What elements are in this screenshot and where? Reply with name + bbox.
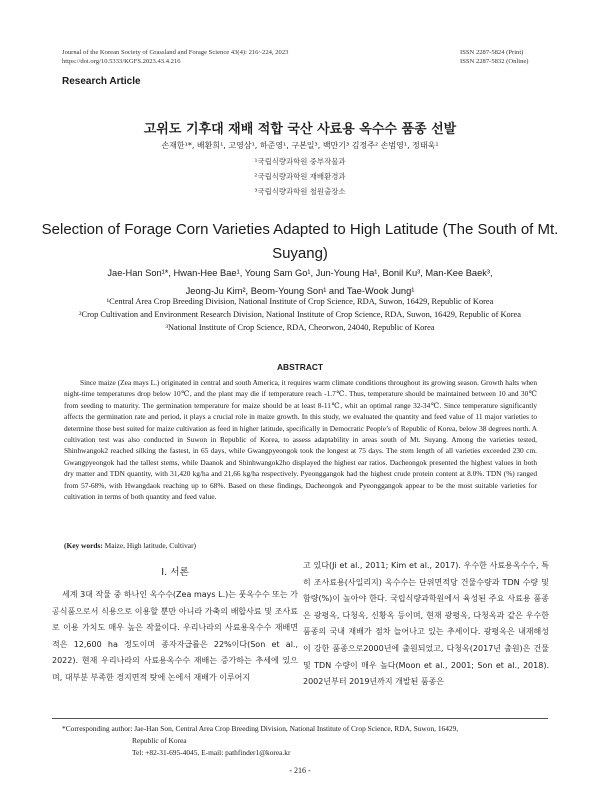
abstract-heading: ABSTRACT — [276, 362, 324, 372]
keywords-list: Maize, High latitude, Cultivar) — [104, 541, 196, 550]
section-heading-introduction: Ⅰ. 서론 — [161, 567, 189, 578]
korean-affiliation-2: ²국립식량과학원 재배환경과 — [254, 172, 346, 181]
abstract-text: Since maize (Zea mays L.) originated in central and south America, it requires warm climate conditions throughout its growing season. Growth halts when night-time temperatures drop below 10℃, and the plant may die if temperature reach -1.7℃. Thus, temperature should be maintained between 10 and 30℃ from seeding to maturity. The germination temperature for maize should be at least 8-11℃, whit an optimal range 32-34℃. Since temperature significantly affects the germination rate and period, it plays a crucial role in maize growth. In this study, we evaluated the quantity and feed value of 11 major varieties to determine those best suited for maize cultivation as feed in higher latitude, specifically in Democratic People’s of Republic of Korea, below 38 degrees north. A cultivation test was also conducted in Suwon in Republic of Korea, to assess adaptability in areas south of Mt. Suyang. Among the varieties tested, Shinhwangok2 reached silking the fastest, in 65 days, while Gwangpyeongok took the longest at 75 days. The stem length of all varieties exceeded 230 cm. Gwangpyeongok had the tallest stems, while Daanok and Shinhwangok2ho displayed the highest ear ratios. Dacheongok presented the highest values in both dry matter and TDN quantity, with 31,420 kg/ha and 21,66 kg/ha respectively. Pyeonggangok had the highest crude protein content at 8.0%. TDN (%) ranged from 57-68%, with Hwangdaok reaching up to 68%. Based on these findings, Dacheongok and Pyeonggangok appear to be the most suitable varieties for cultivation in terms of both quantity and feed value. — [64, 378, 537, 502]
keywords — [64, 541, 196, 550]
english-affiliation-3: ³National Institute of Crop Science, RDA, Cheorwon, 24040, Republic of Korea — [165, 323, 435, 332]
keywords-label: (Key words: — [64, 541, 103, 550]
journal-citation: Journal of the Korean Society of Grassland and Forage Science 43(4): 216~224, 2023 — [62, 49, 289, 56]
body-right-column: 고 있다(Ji et al., 2011; Kim et al., 2017). 우수한 사료용옥수수, 특히 조사료용(사일리지) 옥수수는 단위면적당 건물수량과 TDN 수량 및 함량(%)이 높아야 한다. 국립식량과학원에서 육성된 주요 사료용 품종은 광평옥, 다청옥, 신황옥 등이며, 현재 광평옥, 다청옥과 같은 우수한 품종의 국내 재배가 점차 늘어나고 있는 추세이다. 광평옥은 내재해성이 강한 품종으로2000년에 출원되었고, 다청옥(2017년 출원)은 건물 및 TDN 수량이 매우 높다(Moon et al., 2001; Son et al., 2018). 2002년부터 2019년까지 개발된 품종은 — [303, 561, 549, 687]
doi-link[interactable]: https://doi.org/10.5333/KGFS.2023.43.4.216 — [62, 58, 181, 65]
korean-affiliation-1: ¹국립식량과학원 중부작물과 — [254, 157, 346, 166]
footnote-line-2: Republic of Korea — [132, 736, 187, 745]
korean-title: 고위도 기후대 재배 적합 국산 사료용 옥수수 품종 선발 — [143, 122, 457, 137]
footnote-line-3: Tel: +82-31-695-4045, E-mail: pathfinder1@korea.kr — [132, 748, 291, 757]
corresponding-author-footnote — [62, 723, 542, 759]
page-number: - 216 - — [289, 766, 311, 775]
english-affiliation-2: ²Crop Cultivation and Environment Research Division, National Institute of Crop Science, RDA, Suwon, 16429, Republic of Korea — [79, 310, 521, 319]
authors-line-1: Jae-Han Son¹*, Hwan-Hee Bae¹, Young Sam Go¹, Jun-Young Ha¹, Bonil Ku³, Man-Kee Baek³, — [107, 268, 493, 278]
journal-header — [62, 48, 288, 66]
english-title: Selection of Forage Corn Varieties Adapted to High Latitude (The South of Mt. Suyang) — [41, 221, 559, 262]
issn-online: ISSN 2287-5832 (Online) — [460, 58, 529, 65]
korean-authors: 손재한¹*, 배환희¹, 고영삼¹, 하준영¹, 구본일³, 백만기³ 김정주² 손범영¹, 정태욱¹ — [161, 141, 439, 150]
footnote-divider — [52, 718, 548, 719]
issn-block — [460, 48, 529, 66]
body-left-column: 세계 3대 작물 중 하나인 옥수수(Zea mays L.)는 풋옥수수 또는 가공식품으로서 식용으로 이용할 뿐만 아니라 가축의 배합사료 및 조사료로 이용 가치도 매우 높은 작물이다. 우리나라의 사료용옥수수 재배면적은 12,600 ha 정도이며 종자자급률은 22%이다(Son et al., 2022). 현재 우리나라의 사료용옥수수 재배는 증가하는 추세에 있으며, 대부분 부족한 경지면적 탓에 논에서 재배가 이루어지 — [52, 590, 298, 682]
footnote-line-1: *Corresponding author: Jae-Han Son, Central Area Crop Breeding Division, National Institute of Crop Science, RDA, Suwon, 16429, — [62, 724, 459, 733]
issn-print: ISSN 2287-5824 (Print) — [460, 49, 524, 56]
article-type: Research Article — [62, 76, 141, 87]
korean-affiliation-3: ³국립식량과학원 철원출장소 — [254, 187, 346, 196]
english-authors — [50, 264, 550, 300]
english-affiliation-1: ¹Central Area Crop Breeding Division, National Institute of Crop Science, RDA, Suwon, 16429, Republic of Korea — [106, 297, 494, 306]
authors-line-2: Jeong-Ju Kim², Beom-Young Son¹ and Tae-Wook Jung¹ — [185, 286, 415, 296]
